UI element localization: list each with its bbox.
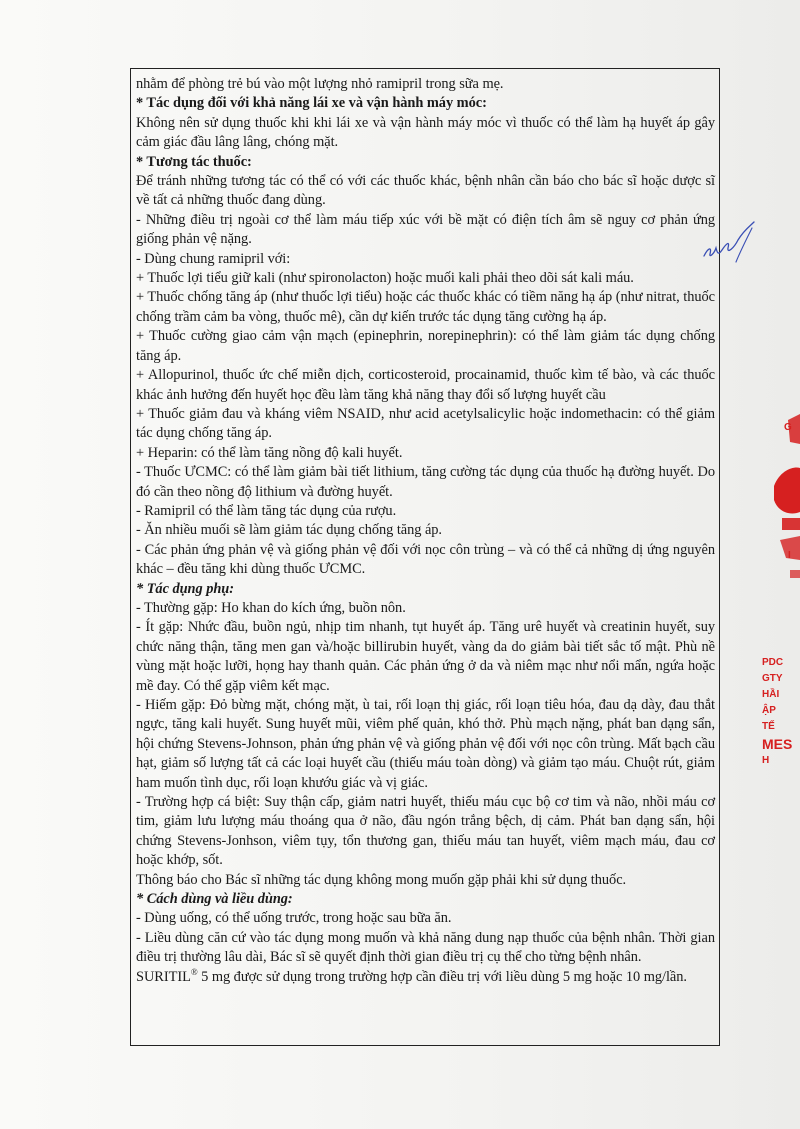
paragraph: Để tránh những tương tác có thể có với các thuốc khác, bệnh nhân cần báo cho bác sĩ hoặc dược sĩ về tất cả những thuốc đang dùng. bbox=[136, 173, 715, 209]
stamp-top-text: G bbox=[784, 422, 792, 433]
paragraph: - Ramipril có thể làm tăng tác dụng của rượu. bbox=[136, 502, 397, 519]
paragraph: + Heparin: có thể làm tăng nồng độ kali huyết. bbox=[136, 444, 403, 461]
red-stamp-top bbox=[760, 400, 800, 600]
stamp-top-text: I bbox=[788, 550, 791, 561]
stamp-shape-icon bbox=[760, 400, 800, 600]
stamp-line: TẾ bbox=[762, 721, 775, 732]
paragraph: + Allopurinol, thuốc ức chế miễn dịch, corticosteroid, procainamid, thuốc kìm tế bào, và các thuốc khác ảnh hưởng đến huyết học đều làm tăng khả năng thay đổi số lượng huyết cầu bbox=[136, 367, 715, 403]
registered-mark: ® bbox=[190, 966, 198, 977]
section-text-driving: Không nên sử dụng thuốc khi khi lái xe và vận hành máy móc vì thuốc có thể làm hạ huyết áp gây cảm giác đầu lâng lâng, chóng mặt. bbox=[136, 114, 715, 151]
red-stamp-bottom bbox=[762, 655, 800, 805]
section-heading-interactions: * Tương tác thuốc: bbox=[136, 153, 252, 170]
stamp-line: HẦI bbox=[762, 689, 780, 700]
paragraph: + Thuốc chống tăng áp (như thuốc lợi tiểu) hoặc các thuốc khác có tiềm năng hạ áp (như nitrat, thuốc chống trầm cảm ba vòng, thuốc mê), cần dự kiến trước tác dụng tăng cường hạ áp. bbox=[136, 289, 715, 325]
section-heading-driving: * Tác dụng đối với khả năng lái xe và vận hành máy móc: bbox=[136, 95, 487, 112]
paragraph: - Dùng chung ramipril với: bbox=[136, 250, 291, 267]
product-dosage-text: 5 mg được sử dụng trong trường hợp cần điều trị với liều dùng 5 mg hoặc 10 mg/lần. bbox=[197, 968, 687, 985]
section-heading-dosage: * Cách dùng và liều dùng: bbox=[136, 891, 293, 908]
paragraph: - Ăn nhiều muối sẽ làm giảm tác dụng chống tăng áp. bbox=[136, 522, 442, 539]
stamp-line: PDC bbox=[762, 657, 784, 668]
text-line: nhằm để phòng trẻ bú vào một lượng nhỏ ramipril trong sữa mẹ. bbox=[136, 76, 504, 92]
paragraph: + Thuốc cường giao cảm vận mạch (epinephrin, norepinephrin): có thể làm giảm tác dụng chống tăng áp. bbox=[136, 328, 715, 364]
paragraph: - Ít gặp: Nhức đầu, buồn ngủ, nhịp tim nhanh, tụt huyết áp. Tăng urê huyết và creatinin huyết, suy chức năng thận, tăng men gan và/hoặc billirubin huyết, vàng da do giảm bài tiết sắc tố mật. Phù nề vùng mặt hoặc lưỡi, họng hay thanh quản. Các phản ứng ở da và niêm mạc như nổi mẩn, ngứa hoặc mề đay. Có thể gặp viêm kết mạc. bbox=[136, 619, 715, 694]
product-dosage-line bbox=[136, 968, 715, 987]
stamp-line: GTY bbox=[762, 673, 783, 684]
section-heading-side-effects: * Tác dụng phụ: bbox=[136, 580, 235, 597]
document-text-box bbox=[130, 68, 720, 1046]
paragraph: - Thuốc ƯCMC: có thể làm giảm bài tiết lithium, tăng cường tác dụng của thuốc hạ đường huyết. Do đó cần theo nồng độ lithium và đường huyết. bbox=[136, 464, 715, 500]
paragraph: - Dùng uống, có thể uống trước, trong hoặc sau bữa ăn. bbox=[136, 910, 452, 927]
paragraph: + Thuốc giảm đau và kháng viêm NSAID, như acid acetylsalicylic hoặc indomethacin: có thể giảm tác dụng chống tăng áp. bbox=[136, 405, 715, 442]
paragraph: Thông báo cho Bác sĩ những tác dụng không mong muốn gặp phải khi sử dụng thuốc. bbox=[136, 871, 627, 888]
paragraph: - Thường gặp: Ho khan do kích ứng, buồn nôn. bbox=[136, 599, 406, 616]
stamp-line: ẬP bbox=[762, 705, 776, 716]
paragraph: - Hiếm gặp: Đỏ bừng mặt, chóng mặt, ù tai, rối loạn thị giác, rối loạn tiêu hóa, đau dạ dày, đau thắt ngực, tăng kali huyết. Sung huyết mũi, viêm phế quản, khó thở. Phù mạch nặng, phát ban dạng sẩn, hội chứng Stevens-Johnson, phản ứng phản vệ và giống phản vệ đối với nọc côn trùng. Mất bạch cầu hạt, giảm số lượng tất cả các loại huyết cầu (thiếu máu toàn dòng) và giảm tạo máu. Chuột rút, giảm ham muốn tình dục, rối loạn khướu giác và vị giác. bbox=[136, 697, 715, 791]
stamp-line: H bbox=[762, 755, 770, 766]
product-name: SURITIL bbox=[136, 968, 191, 985]
handwritten-initials-signature bbox=[700, 218, 760, 278]
paragraph: - Trường hợp cá biệt: Suy thận cấp, giảm natri huyết, thiếu máu cục bộ cơ tim và não, nhồi máu cơ tim, giảm lưu lượng máu thoáng qua ở não, đầu ngón trắng bệch, dị cảm. Phát ban dạng sẩn, hội chứng Stevens-Jonhson, viêm tụy, tổn thương gan, thiếu máu tan huyết, viêm mạch máu, đau cơ hoặc khớp, sốt. bbox=[136, 794, 715, 869]
stamp-line: MES bbox=[762, 736, 793, 752]
paragraph: - Những điều trị ngoài cơ thể làm máu tiếp xúc với bề mặt có điện tích âm sẽ nguy cơ phản ứng giống phản vệ nặng. bbox=[136, 211, 715, 248]
paragraph: - Các phản ứng phản vệ và giống phản vệ đối với nọc côn trùng – và có thể cả những dị ứng nguyên khác – đều tăng khi dùng thuốc ƯCMC. bbox=[136, 541, 715, 578]
paragraph: - Liều dùng căn cứ vào tác dụng mong muốn và khả năng dung nạp thuốc của bệnh nhân. Thời gian điều trị thường lâu dài, Bác sĩ sẽ quyết định thời gian điều trị cụ thể cho từng bệnh nhân. bbox=[136, 929, 715, 966]
paragraph: + Thuốc lợi tiểu giữ kali (như spironolacton) hoặc muối kali phải theo dõi sát kali máu. bbox=[136, 270, 634, 287]
